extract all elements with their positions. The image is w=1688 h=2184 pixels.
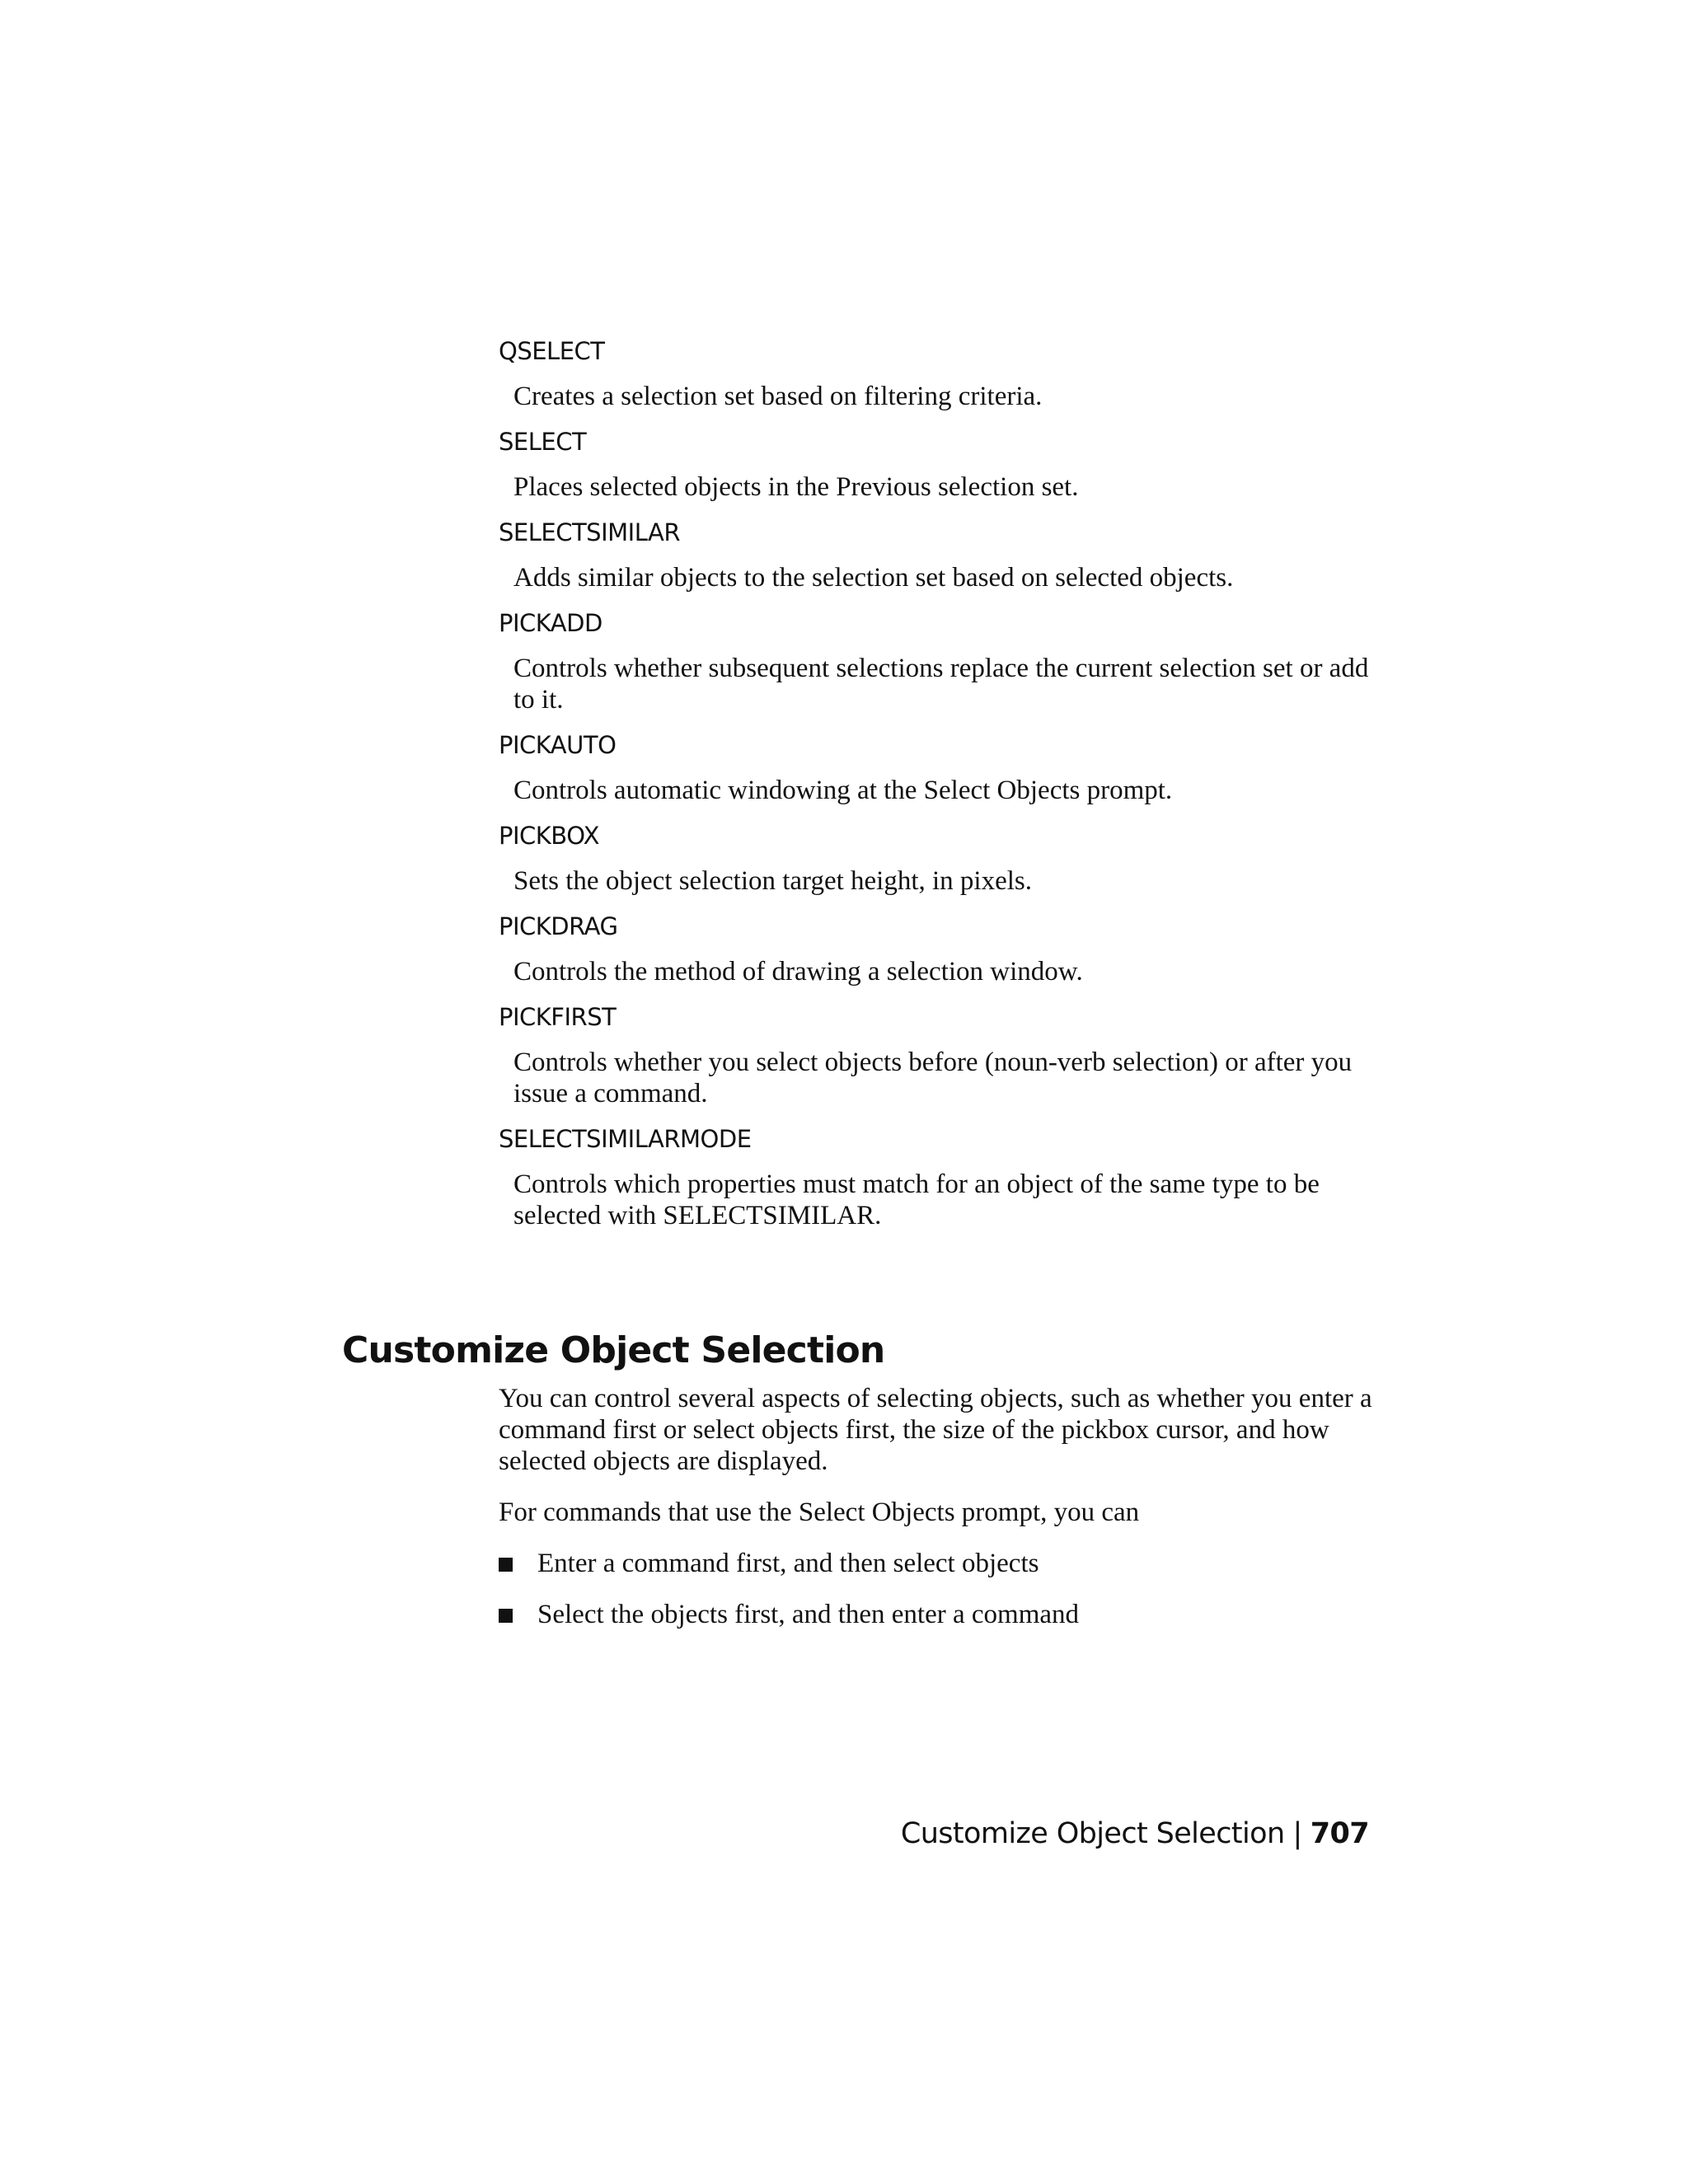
- bullet-list: [499, 1548, 1381, 1630]
- list-item-text: Enter a command first, and then select objects: [537, 1549, 1039, 1578]
- definition-term: SELECTSIMILAR: [499, 518, 681, 546]
- definition-term: SELECT: [499, 428, 587, 456]
- definition-term: SELECTSIMILARMODE: [499, 1125, 752, 1153]
- definition-term: PICKBOX: [499, 822, 600, 850]
- definition-description: Places selected objects in the Previous selection set.: [513, 472, 1079, 502]
- definition-description: Controls whether you select objects before (noun-verb selection) or after you issue a command.: [513, 1047, 1353, 1108]
- section-heading: Customize Object Selection: [342, 1329, 885, 1371]
- list-item: [499, 1599, 1381, 1630]
- definition-term: QSELECT: [499, 337, 605, 365]
- body-paragraph: For commands that use the Select Objects prompt, you can: [499, 1497, 1140, 1527]
- square-bullet-icon: [499, 1609, 513, 1623]
- page-footer: [901, 1816, 1369, 1852]
- list-item-text: Select the objects first, and then enter a command: [537, 1600, 1080, 1629]
- definition-description: Creates a selection set based on filtering criteria.: [513, 382, 1043, 411]
- section-body: [499, 1383, 1381, 1650]
- footer-title: Customize Object Selection: [900, 1817, 1285, 1850]
- definition-description: Controls whether subsequent selections replace the current selection set or add to it.: [513, 654, 1369, 715]
- definition-term: PICKDRAG: [499, 912, 618, 940]
- definition-term: PICKAUTO: [499, 731, 617, 759]
- square-bullet-icon: [499, 1558, 513, 1572]
- definition-description: Adds similar objects to the selection set based on selected objects.: [513, 563, 1234, 593]
- definition-description: Sets the object selection target height, in pixels.: [513, 866, 1032, 896]
- definition-description: Controls the method of drawing a selection window.: [513, 957, 1083, 987]
- definition-description: Controls automatic windowing at the Select Objects prompt.: [513, 776, 1173, 805]
- definition-description: Controls which properties must match for an object of the same type to be selected with SELECTSIMILAR.: [513, 1169, 1320, 1230]
- body-paragraph: You can control several aspects of selecting objects, such as whether you enter a command first or select objects first, the size of the pickbox cursor, and how selected objects are displayed.: [499, 1384, 1372, 1476]
- definition-term: PICKADD: [499, 609, 603, 637]
- definition-list: [499, 336, 1372, 1246]
- page-number: 707: [1310, 1817, 1369, 1850]
- list-item: [499, 1548, 1381, 1579]
- footer-separator: |: [1292, 1817, 1302, 1850]
- definition-term: PICKFIRST: [499, 1003, 617, 1031]
